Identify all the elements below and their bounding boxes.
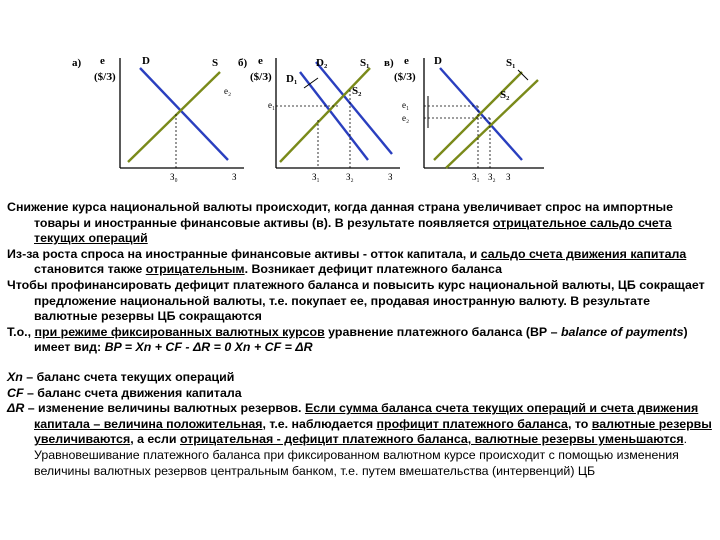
- definition-cf: CF – баланс счета движения капитала: [7, 385, 242, 400]
- panel-a-axis-y-unit: ($/З): [94, 71, 116, 83]
- panel-b-x-label-2: З₂: [346, 172, 354, 182]
- diagrams: [0, 0, 720, 195]
- panel-c-axis-y-unit: ($/З): [394, 71, 416, 83]
- paragraph-financing-deficit: Чтобы профинансировать дефицит платежного баланса и повысить курс национальной валюты, ЦБ сокращает предложение национальной валюты, т.е. покупает ее, продавая иностранную валюту. В результате валютные резервы ЦБ сокращаются: [7, 277, 705, 324]
- panel-b-price-label: e₁: [268, 100, 276, 110]
- panel-a-demand-curve: [140, 68, 228, 160]
- panel-a-price-label: e₂: [224, 86, 232, 96]
- panel-b-x-label-1: З₁: [312, 172, 320, 182]
- panel-a-letter: а): [72, 57, 82, 69]
- panel-c-label-d: D: [434, 55, 442, 67]
- panel-c-letter: в): [384, 57, 394, 69]
- panel-c-x-label-2: З₂: [488, 172, 496, 182]
- panel-c-label-s2: S₂: [500, 89, 510, 101]
- panel-a-supply-curve: [128, 72, 220, 162]
- text-block: [7, 200, 715, 479]
- panel-a-label-s: S: [212, 57, 219, 69]
- panel-b-axis-x: З: [388, 172, 393, 182]
- panel-b-axis-y: e: [258, 55, 263, 67]
- panel-c-axis-y: e: [404, 55, 409, 67]
- panel-c-supply-curve-s2: [446, 80, 538, 168]
- panel-c-axis-x: З: [506, 172, 511, 182]
- panel-b-label-s2: S₂: [352, 85, 362, 97]
- panel-c-x-label-1: З₁: [472, 172, 480, 182]
- panel-b-letter: б): [238, 57, 248, 69]
- panel-c-price-label-1: e₁: [402, 100, 410, 110]
- paragraph-capital-outflow: Из-за роста спроса на иностранные финансовые активы - отток капитала, и сальдо счета движения капитала становится также отрицательным. Возникает дефицит платежного баланса: [7, 246, 687, 277]
- panel-a-x-label: З₀: [170, 172, 178, 182]
- paragraph-currency-decline: Снижение курса национальной валюты происходит, когда данная страна увеличивает спрос на импортные товары и иностранные финансовые активы (в). В результате появляется отрицательное сальдо счета текущих операций: [7, 200, 673, 246]
- panel-a-axis-y: e: [100, 55, 105, 67]
- paragraph-bp-equation: Т.о., при режиме фиксированных валютных курсов уравнение платежного баланса (ВР – balance of payments) имеет вид: BP = Xn + CF - ΔR = 0 Xn + CF = ΔR: [7, 324, 688, 355]
- definition-xn: Xn – баланс счета текущих операций: [7, 369, 235, 384]
- panel-c-label-s1: S₁: [506, 57, 516, 69]
- panel-c: [384, 55, 544, 182]
- definition-delta-r: ΔR – изменение величины валютных резервов. Если сумма баланса счета текущих операций и счета движения капитала – величина положительная, т.е. наблюдается профицит платежного баланса, то валютные резервы увеличиваются, а если отрицательная - дефицит платежного баланса, валютные резервы уменьшаются. Уравновешивание платежного баланса при фиксированном валютном курсе происходит с помощью изменения величины валютных резервов центральным банком, т.е. путем вмешательства (интервенций) ЦБ: [7, 401, 712, 478]
- panel-c-price-label-2: e₂: [402, 113, 410, 123]
- panel-b-axis-y-unit: ($/З): [250, 71, 272, 83]
- panel-b: [238, 55, 400, 182]
- panel-a: [72, 55, 244, 182]
- panel-a-axis-x: З: [232, 172, 237, 182]
- panel-b-label-d1: D₁: [286, 73, 298, 85]
- panel-b-label-d2: D₂: [316, 57, 328, 69]
- panel-b-label-s1: S₁: [360, 57, 370, 69]
- panel-a-label-d: D: [142, 55, 150, 67]
